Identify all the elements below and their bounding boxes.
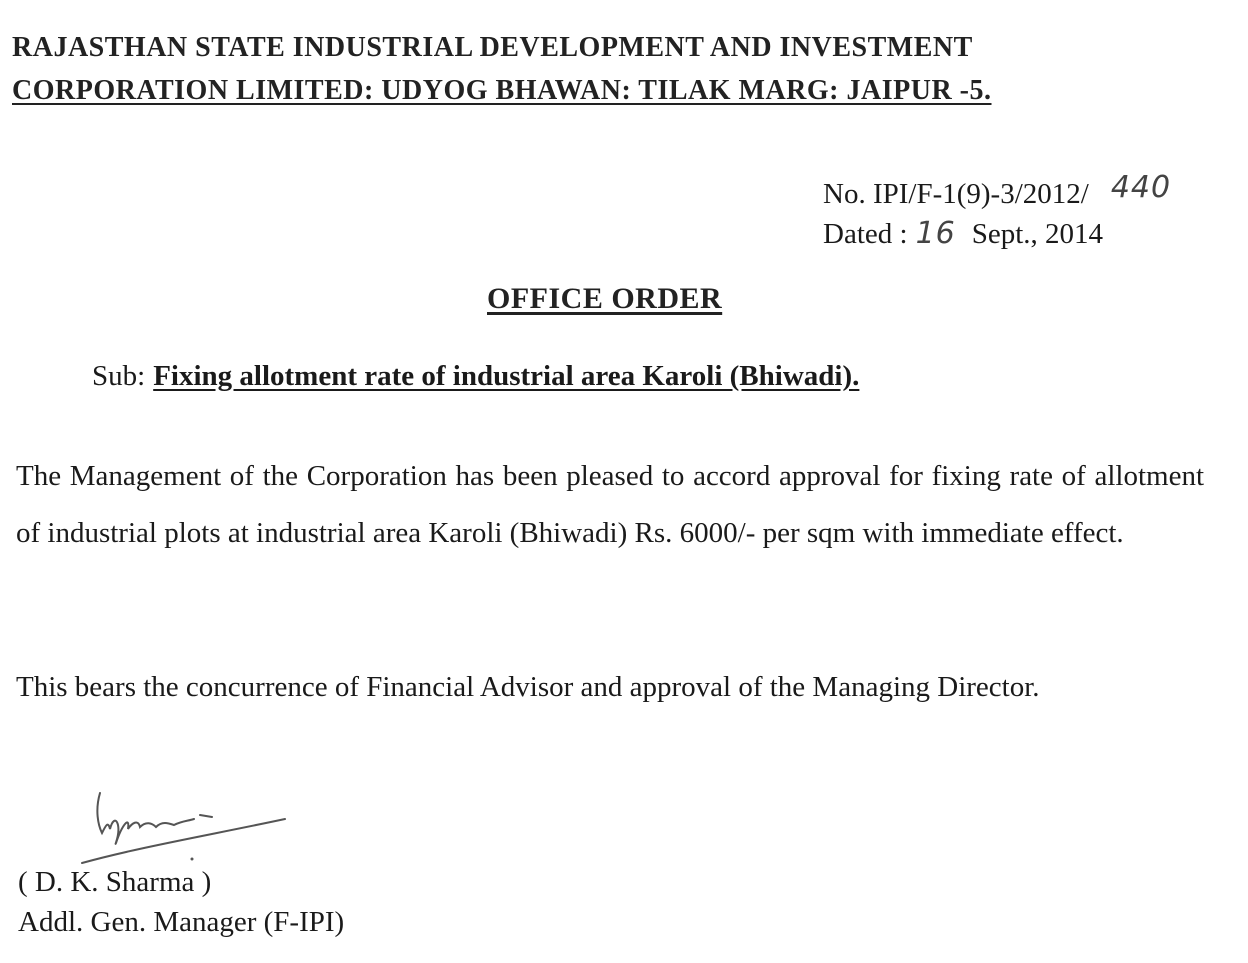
reference-number: No. IPI/F-1(9)-3/2012/ bbox=[823, 178, 1089, 210]
letterhead-line-1: RAJASTHAN STATE INDUSTRIAL DEVELOPMENT AND INVESTMENT bbox=[12, 32, 973, 63]
body-paragraph-1: The Management of the Corporation has been pleased to accord approval for fixing rate of allotment of industrial plots at industrial area Karoli (Bhiwadi) Rs. 6000/- per sqm with immediate effect. bbox=[16, 460, 1204, 549]
letterhead-line-2: CORPORATION LIMITED: UDYOG BHAWAN: TILAK MARG: JAIPUR -5. bbox=[12, 75, 992, 106]
date-label: Dated : bbox=[823, 218, 908, 250]
signatory-designation: Addl. Gen. Manager (F-IPI) bbox=[18, 906, 345, 938]
reference-number-handwritten: 440 bbox=[1110, 170, 1172, 205]
document-title: OFFICE ORDER bbox=[487, 282, 723, 315]
reference-block bbox=[823, 170, 1172, 254]
subject-line bbox=[92, 360, 859, 393]
signatory-block bbox=[18, 862, 344, 942]
body-paragraph-2: This bears the concurrence of Financial Advisor and approval of the Managing Director. bbox=[16, 671, 1040, 703]
signatory-name: ( D. K. Sharma ) bbox=[18, 866, 212, 898]
subject-label: Sub: bbox=[92, 360, 146, 392]
date-rest: Sept., 2014 bbox=[971, 218, 1104, 250]
reference-number-line bbox=[823, 170, 1172, 214]
letterhead bbox=[12, 26, 1192, 112]
subject-text: Fixing allotment rate of industrial area Karoli (Bhiwadi). bbox=[153, 360, 860, 392]
handwritten-signature bbox=[70, 785, 300, 865]
date-handwritten: 16 bbox=[915, 216, 956, 251]
reference-date-line bbox=[823, 214, 1171, 254]
